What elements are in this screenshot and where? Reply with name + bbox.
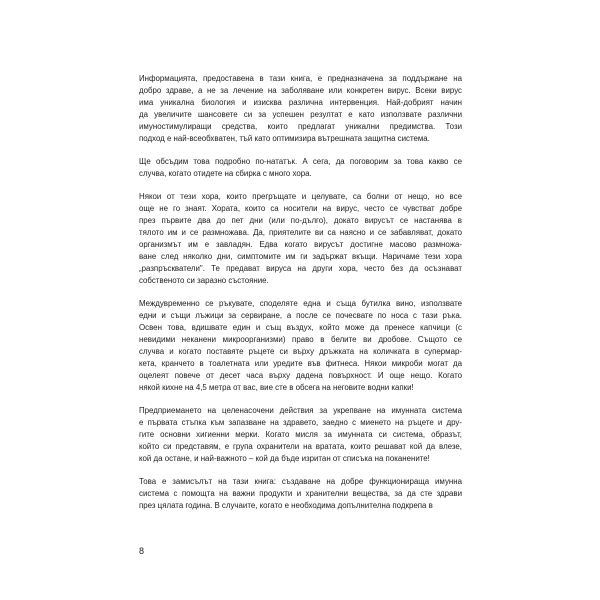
text-line: Предприемането на целенасочени действия за укрепване на имунната система: [139, 406, 462, 415]
text-line: „разпръскватели". Те предават вируса на други хора, често без да осъзнават: [139, 264, 462, 273]
text-line: подход е най-всеобхватен, тъй като оптимизира вътрешната защитна система.: [139, 134, 430, 143]
text-line: Освен това, вдишвате един и същ въздух, който може да пренесе капчици (с: [139, 323, 462, 332]
text-line: Това е замисълът на тази книга: създаване на добре функционираща имунна: [139, 477, 462, 486]
text-line: едни и същи лъжици за сервиране, а после се почесвате по носа с тази ръка.: [139, 311, 462, 320]
text-line: имуностимулиращи средства, които предлагат уникални предимства. Този: [139, 122, 462, 131]
paragraph: [139, 298, 462, 394]
text-line: да увеличите шансовете си за успешен резултат е като използвате различни: [139, 110, 462, 119]
text-line: някой кихне на 4,5 метра от вас, вие сте в обсега на неговите водни капки!: [139, 383, 414, 392]
paragraph: [139, 191, 462, 287]
text-line: невидими неканени микроорганизми) право в белите ви дробове. Същото се: [139, 335, 462, 344]
text-line: случва и когато поставяте ръцете си върху дръжката на количката в супермар-: [139, 347, 462, 356]
text-line: собственото си заразно състояние.: [139, 276, 269, 285]
text-line: случва, когато отидете на сбирка с много хора.: [139, 169, 312, 178]
text-line: още не го знаят. Хората, които са носители на вирус, често се чувстват добре: [139, 204, 462, 213]
text-line: система с помощта на важни продукти и хранителни вещества, за да сте здрави: [139, 489, 462, 498]
text-line: е първата стъпка към запазване на здравето, заедно с миенето на ръцете и дру-: [139, 418, 462, 427]
paragraph: [139, 405, 462, 465]
text-line: кета, кранчето в тоалетната или уредите във фитнеса. Някои микроби могат да: [139, 359, 462, 368]
text-line: през цялата година. В случаите, когато е необходима допълнителна подкрепа в: [139, 501, 433, 510]
text-line: Информацията, предоставена в тази книга, е предназначена за поддържане на: [139, 74, 462, 83]
text-line: добро здраве, а не за лечение на заболяване или конкретен вирус. Всеки вирус: [139, 86, 462, 95]
paragraph: [139, 156, 462, 180]
text-line: тялото им и се размножава. Да, приятелите ви са наясно и се забавляват, докато: [139, 228, 462, 237]
text-line: оцелеят повече от десет часа върху дадена повърхност. И още нещо. Когато: [139, 371, 462, 380]
text-line: организмът им е завладян. Едва когато вирусът достигне масово размножа-: [139, 240, 462, 249]
text-line: Ще обсъдим това подробно по-нататък. А сега, да поговорим за това какво се: [139, 157, 462, 166]
paragraph: [139, 476, 462, 512]
text-line: има уникална биология и изисква различна интервенция. Най-добрият начин: [139, 98, 462, 107]
text-line: гите основни хигиенни мерки. Когато мисля за имунната си система, образът,: [139, 430, 462, 439]
page-number: 8: [139, 546, 145, 556]
paragraph: [139, 73, 462, 145]
text-line: ване след няколко дни, симптомите им ги задържат вкъщи. Наричаме тези хора: [139, 252, 462, 261]
body-text: [139, 73, 462, 523]
text-line: през първите два до пет дни (или по-дълго), докато вирусът се настанява в: [139, 216, 462, 225]
text-line: Някои от тези хора, които прегръщате и целувате, са болни от нещо, но все: [139, 192, 462, 201]
text-line: кой да остане, и най-важното – кой да бъде изритан от списъка на поканените!: [139, 454, 430, 463]
text-line: който си представям, е група охранители на вратата, които решават кой да влезе,: [139, 442, 462, 451]
text-line: Междувременно се ръкувате, споделяте една и съща бутилка вино, използвате: [139, 299, 462, 308]
